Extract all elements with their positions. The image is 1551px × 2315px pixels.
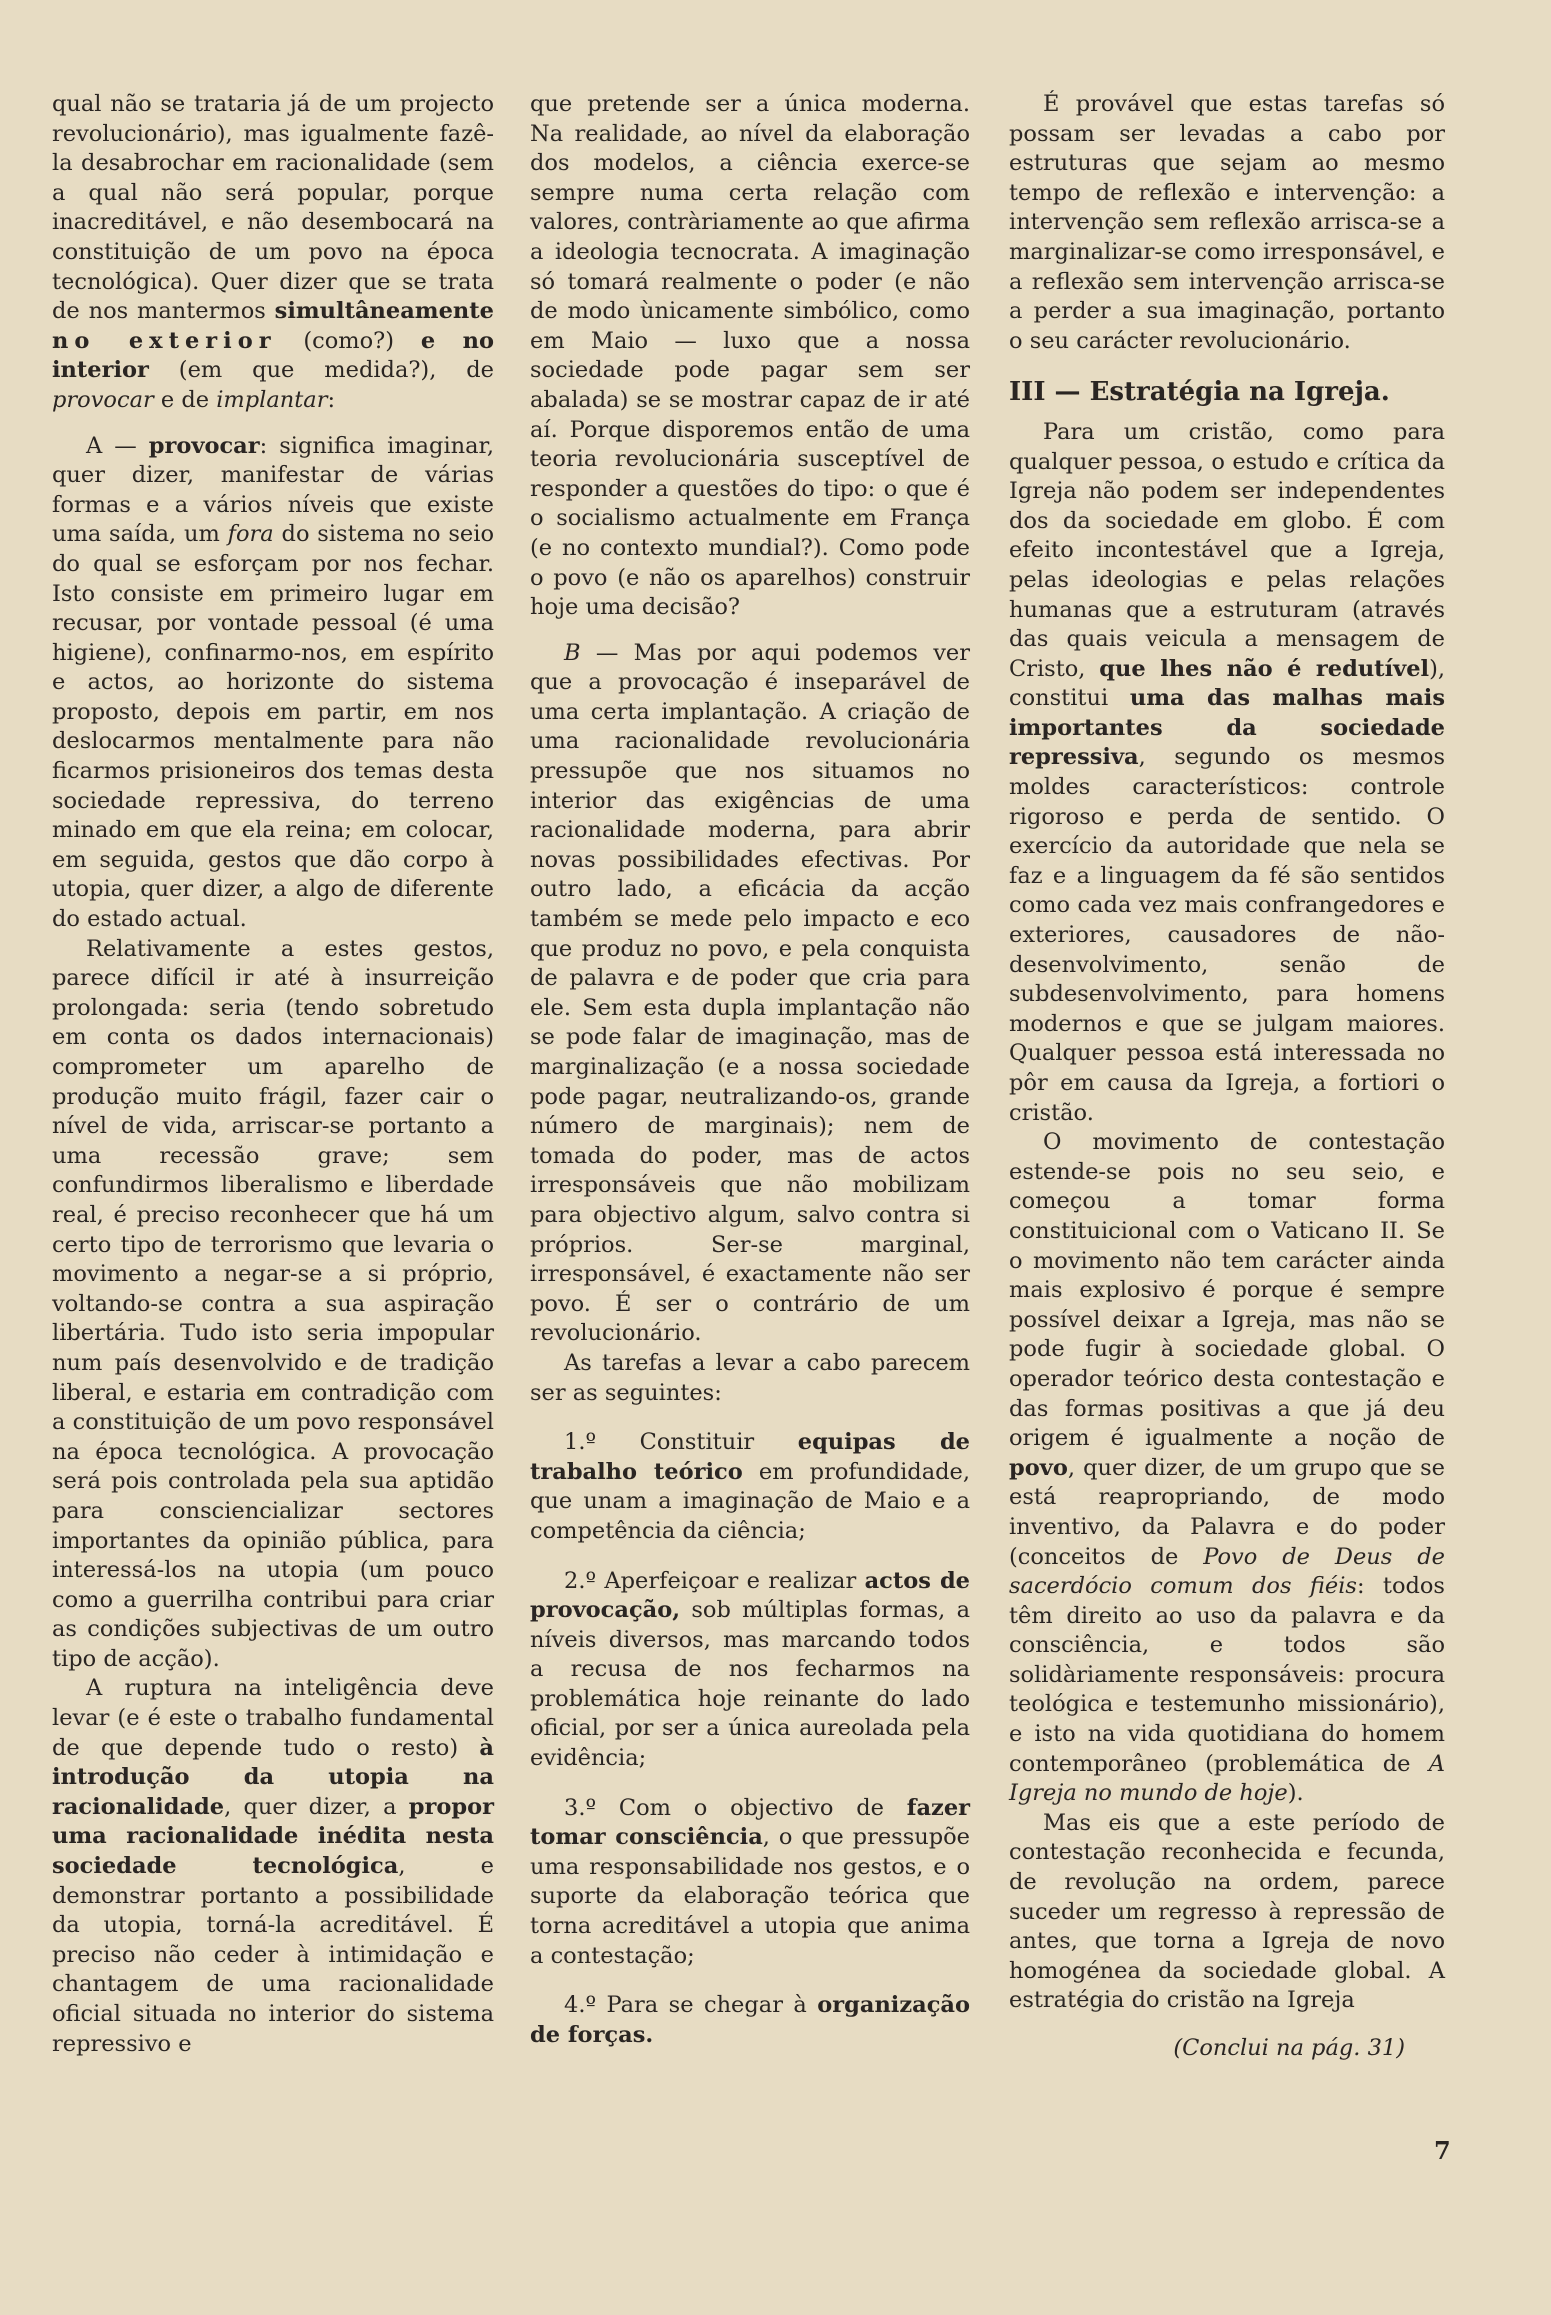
paragraph: A — provocar: significa imaginar, quer dizer, manifestar de várias formas e a vários níveis que existe uma saída, um fora do sistema no seio do qual se esforçam por nos fechar. Isto consiste em primeiro lugar em recusar, por vontade pessoal (é uma higiene), confinarmo-nos, em espírito e actos, ao horizonte do sistema proposto, depois em partir, em nos deslocarmos mentalmente para não ficarmos prisioneiros dos temas desta sociedade repressiva, do terreno minado em que ela reina; em colocar, em seguida, gestos que dão corpo à utopia, quer dizer, a algo de diferente do estado actual. (52, 432, 494, 933)
list-item: 1.º Constituir equipas de trabalho teórico em profundidade, que unam a imaginação de Maio e a competência da ciência; (530, 1429, 970, 1544)
paragraph: Para um cristão, como para qualquer pessoa, o estudo e crítica da Igreja não podem ser independentes dos da sociedade em globo. É com efeito incontestável que a Igreja, pelas ideologias e pelas relações humanas que a estruturam (através das quais veicula a mensagem de Cristo, que lhes não é redutível), constitui uma das malhas mais importantes da sociedade repressiva, segundo os mesmos moldes característicos: controle rigoroso e perda de sentido. O exercício da autoridade que nela se faz e a linguagem da fé são sentidos como cada vez mais confrangedores e exteriores, causadores de não-desenvolvimento, senão de subdesenvolvimento, para homens modernos e que se julgam maiores. Qualquer pessoa está interessada no pôr em causa da Igreja, a fortiori o cristão. (1009, 418, 1445, 1126)
emphasis: e no interior (52, 327, 494, 384)
list-item: 4.º Para se chegar à organização de forças. (530, 1992, 970, 2048)
emphasis: no (52, 327, 129, 354)
column-3 (1009, 90, 1445, 2064)
paragraph: qual não se trataria já de um projecto revolucionário), mas igualmente fazê-la desabrochar em racionalidade (sem a qual não será popular, porque inacreditável, e não desembocará na constituição de um povo na época tecnológica). Quer dizer que se trata de nos mantermos simultâneamente no exterior (como?) e no interior (em que medida?), de provocar e de implantar: (52, 91, 494, 413)
paragraph: Mas eis que a este período de contestação reconhecida e fecunda, de revolução na ordem, parece suceder um regresso à repressão de antes, que torna a Igreja de novo homogénea da sociedade global. A estratégia do cristão na Igreja (1009, 1809, 1445, 2014)
column-1 (52, 90, 494, 2059)
column-2 (530, 90, 970, 2050)
task-list (530, 1428, 970, 2050)
emphasis: exterior (128, 327, 277, 354)
emphasis: simultâneamente (274, 298, 494, 325)
paragraph: que pretende ser a única moderna. Na realidade, ao nível da elaboração dos modelos, a ciência exerce-se sempre numa certa relação com valores, contràriamente ao que afirma a ideologia tecnocrata. A imaginação só tomará realmente o poder (e não de modo ùnicamente simbólico, como em Maio — luxo que a nossa sociedade pode pagar sem ser abalada) se se mostrar capaz de ir até aí. Porque disporemos então de uma teoria revolucionária susceptível de responder a questões do tipo: o que é o socialismo actualmente em França (e no contexto mundial?). Como pode o povo (e não os aparelhos) construir hoje uma decisão? (530, 91, 970, 621)
section-heading: III — Estratégia na Igreja. (1009, 377, 1390, 408)
emphasis: propor uma racionalidade inédita nesta sociedade tecnológica (52, 1793, 494, 1880)
paragraph: A ruptura na inteligência deve levar (e é este o trabalho fundamental de que depende tudo o resto) à introdução da utopia na racionalidade, quer dizer, a propor uma racionalidade inédita nesta sociedade tecnológica, e demonstrar portanto a possibilidade da utopia, torná-la acreditável. É preciso não ceder à intimidação e chantagem de uma racionalidade oficial situada no interior do sistema repressivo e (52, 1675, 494, 2057)
paragraph: B — Mas por aqui podemos ver que a provocação é inseparável de uma certa implantação. A criação de uma racionalidade revolucionária pressupõe que nos situamos no interior das exigências de uma racionalidade moderna, para abrir novas possibilidades efectivas. Por outro lado, a eficácia da acção também se mede pelo impacto e eco que produz no povo, e pela conquista de palavra e de poder que cria para ele. Sem esta dupla implantação não se pode falar de imaginação, mas de marginalização (e a nossa sociedade pode pagar, neutralizando-os, grande número de marginais); nem de tomada do poder, mas de actos irresponsáveis que não mobilizam para objectivo algum, salvo contra si próprios. Ser-se marginal, irresponsável, é exactamente não ser povo. É ser o contrário de um revolucionário. (530, 639, 970, 1347)
list-item: 3.º Com o objectivo de fazer tomar consciência, o que pressupõe uma responsabilidade nos gestos, e o suporte da elaboração teórica que torna acreditável a utopia que anima a contestação; (530, 1794, 970, 1969)
emphasis: provocar (148, 432, 260, 459)
continuation-note: (Conclui na pág. 31) (1173, 2035, 1405, 2061)
paragraph: É provável que estas tarefas só possam ser levadas a cabo por estruturas que sejam ao mesmo tempo de reflexão e intervenção: a intervenção sem reflexão arrisca-se a marginalizar-se como irresponsável, e a reflexão sem intervenção arrisca-se a perder a sua imaginação, portanto o seu carácter revolucionário. (1009, 91, 1445, 354)
page-number: 7 (1434, 2136, 1451, 2165)
paragraph: O movimento de contestação estende-se pois no seu seio, e começou a tomar forma constituicional com o Vaticano II. Se o movimento não tem carácter ainda mais explosivo é porque é sempre possível deixar a Igreja, mas não se pode fugir à sociedade global. O operador teórico desta contestação e das formas positivas a que já deu origem é igualmente a noção de povo, quer dizer, de um grupo que se está reapropriando, de modo inventivo, da Palavra e do poder (conceitos de Povo de Deus de sacerdócio comum dos fiéis: todos têm direito ao uso da palavra e da consciência, e todos são solidàriamente responsáveis: procura teológica e testemunho missionário), e isto na vida quotidiana do homem contemporâneo (problemática de A Igreja no mundo de hoje). (1009, 1129, 1445, 1807)
paragraph: Relativamente a estes gestos, parece difícil ir até à insurreição prolongada: seria (tendo sobretudo em conta os dados internacionais) comprometer um aparelho de produção muito frágil, fazer cair o nível de vida, arriscar-se portanto a uma recessão grave; sem confundirmos liberalismo e liberdade real, é preciso reconhecer que há um certo tipo de terrorismo que levaria o movimento a negar-se a si próprio, voltando-se contra a sua aspiração libertária. Tudo isto seria impopular num país desenvolvido e de tradição liberal, e estaria em contradição com a constituição de um povo responsável na época tecnológica. A provocação será pois controlada pela sua aptidão para consciencializar sectores importantes da opinião pública, para interessá-los na utopia (um pouco como a guerrilha contribui para criar as condições subjectivas de um outro tipo de acção). (52, 935, 494, 1672)
list-item: 2.º Aperfeiçoar e realizar actos de provocação, sob múltiplas formas, a níveis diversos, mas marcando todos a recusa de nos fecharmos na problemática hoje reinante do lado oficial, por ser a única aureolada pela evidência; (530, 1567, 970, 1772)
paragraph: As tarefas a levar a cabo parecem ser as seguintes: (530, 1349, 970, 1406)
emphasis: à introdução da utopia na racionalidade (52, 1734, 494, 1820)
